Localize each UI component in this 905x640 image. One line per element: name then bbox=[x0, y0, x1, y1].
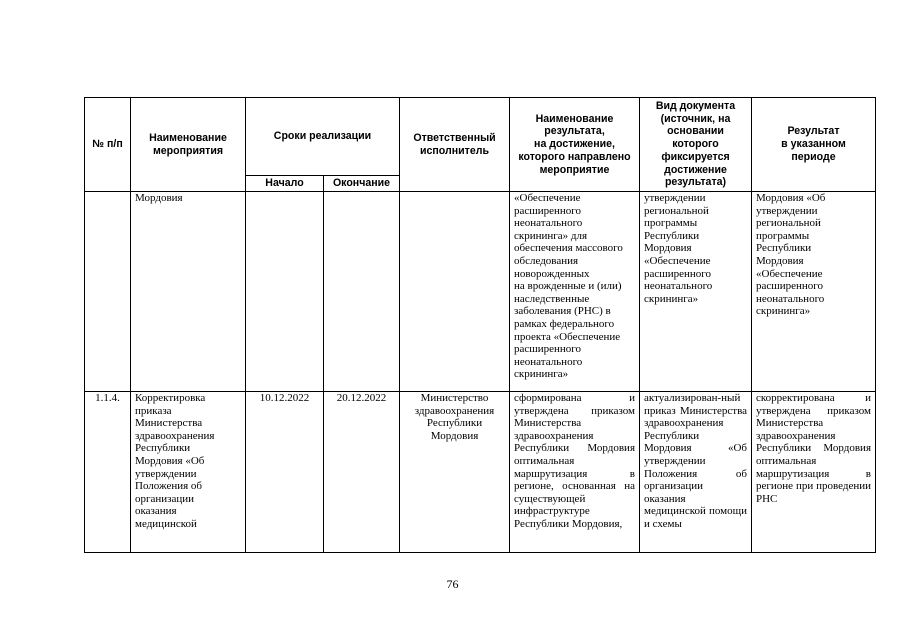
cell-name: Мордовия bbox=[131, 192, 246, 392]
cell-number: 1.1.4. bbox=[85, 392, 131, 553]
col-header-terms: Сроки реализации bbox=[246, 98, 400, 176]
col-header-executor: Ответственный исполнитель bbox=[400, 98, 510, 192]
cell-end bbox=[324, 192, 400, 392]
cell-result-period: Мордовия «Об утверждении региональной программы Республики Мордовия «Обеспечение расширенного неонатального скрининга» bbox=[752, 192, 876, 392]
cell-name: Корректировка приказа Министерства здравоохранения Республики Мордовия «Об утверждении Положения об организации оказания медицинской bbox=[131, 392, 246, 553]
cell-start bbox=[246, 192, 324, 392]
table-row bbox=[85, 392, 876, 553]
cell-doc-type: актуализирован-ный приказ Министерства здравоохранения Республики Мордовия «Об утверждении Положения об организации оказания медицинской помощи и схемы bbox=[640, 392, 752, 553]
col-header-end: Окончание bbox=[324, 176, 400, 192]
table-header-row bbox=[85, 98, 876, 176]
cell-start: 10.12.2022 bbox=[246, 392, 324, 553]
col-header-doc-type: Вид документа (источник, на основании которого фиксируется достижение результата) bbox=[640, 98, 752, 192]
measures-table bbox=[84, 97, 876, 553]
table-row bbox=[85, 192, 876, 392]
cell-doc-type: утверждении региональной программы Республики Мордовия «Обеспечение расширенного неонатального скрининга» bbox=[640, 192, 752, 392]
col-header-result-period: Результат в указанном периоде bbox=[752, 98, 876, 192]
cell-result-name: сформирована и утверждена приказом Министерства здравоохранения Республики Мордовия оптимальная маршрутизация в регионе, основанная на существующей инфраструктуре Республики Мордовия, bbox=[510, 392, 640, 553]
col-header-start: Начало bbox=[246, 176, 324, 192]
cell-executor: Министерство здравоохранения Республики Мордовия bbox=[400, 392, 510, 553]
col-header-name: Наименование мероприятия bbox=[131, 98, 246, 192]
cell-result-name: «Обеспечение расширенного неонатального скрининга» для обеспечения массового обследования новорожденных на врожденные и (или) наследственные заболевания (РНС) в рамках федерального проекта «Обеспечение расширенного неонатального скрининга» bbox=[510, 192, 640, 392]
col-header-number: № п/п bbox=[85, 98, 131, 192]
cell-number bbox=[85, 192, 131, 392]
cell-result-period: скорректирована и утверждена приказом Министерства здравоохранения Республики Мордовия оптимальная маршрутизация в регионе при проведении РНС bbox=[752, 392, 876, 553]
cell-end: 20.12.2022 bbox=[324, 392, 400, 553]
page-number: 76 bbox=[446, 577, 459, 591]
cell-executor bbox=[400, 192, 510, 392]
col-header-result-name: Наименование результата, на достижение, которого направлено мероприятие bbox=[510, 98, 640, 192]
